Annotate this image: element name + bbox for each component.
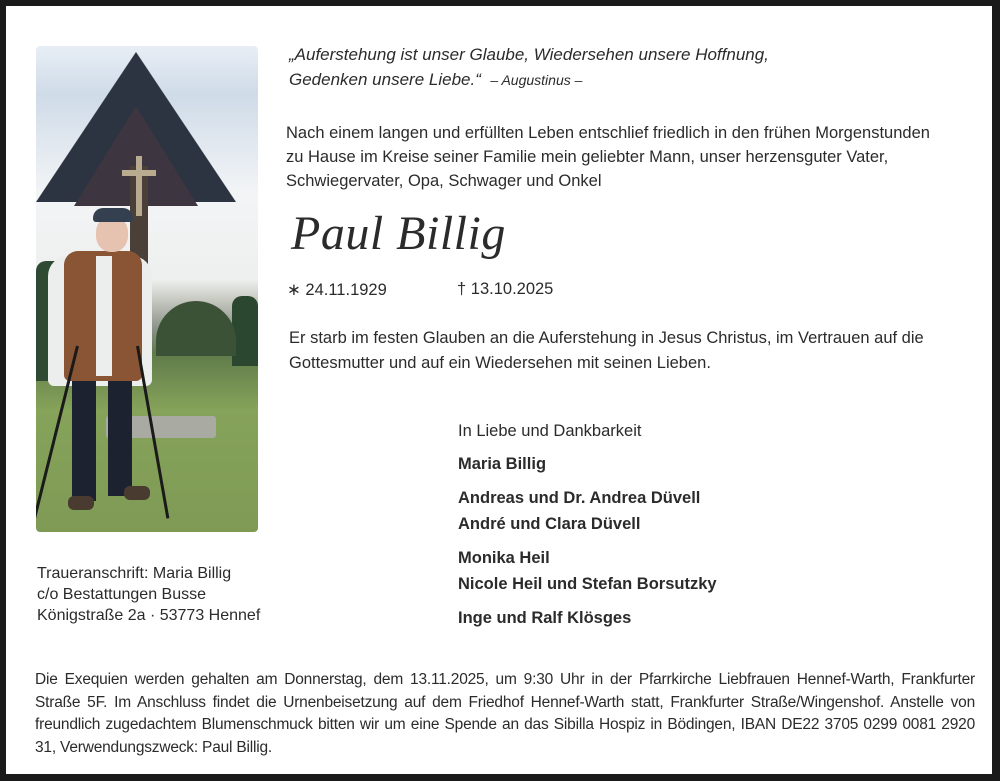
intro-paragraph	[286, 121, 986, 193]
obituary-notice	[6, 6, 992, 774]
faith-line-2: Gottesmutter und auf ein Wiedersehen mit seinen Lieben.	[289, 354, 711, 372]
birth-date-group	[287, 281, 387, 299]
person-cap	[93, 208, 133, 222]
signatory-group	[458, 605, 717, 631]
portrait-photo	[36, 46, 258, 532]
quote-line-1: „Auferstehung ist unser Glaube, Wiedersehen unsere Hoffnung,	[289, 45, 769, 64]
signatories	[458, 422, 717, 639]
quote-line-2	[289, 67, 849, 93]
address-line-3: Königstraße 2a · 53773 Hennef	[37, 607, 261, 624]
address-line-2: c/o Bestattungen Busse	[37, 586, 206, 603]
signatory: Nicole Heil und Stefan Borsutzky	[458, 575, 717, 593]
faith-line-1: Er starb im festen Glauben an die Auferstehung in Jesus Christus, im Vertrauen auf die	[289, 329, 924, 347]
funeral-details: Die Exequien werden gehalten am Donnerstag, dem 13.11.2025, um 9:30 Uhr in der Pfarrkirche Liebfrauen Hennef-Warth, Frankfurter Straße 5F. Im Anschluss findet die Urnenbeisetzung auf dem Friedhof Hennef-Warth statt, Frankfurter Straße/Wingenshof. Anstelle von freundlich zugedachtem Blumenschmuck bitten wir um eine Spende an das Sibilla Hospiz in Bödingen, IBAN DE22 3705 0299 0081 2920 31, Verwendungszweck: Paul Billig.	[35, 671, 975, 756]
intro-line-3: Schwiegervater, Opa, Schwager und Onkel	[286, 172, 602, 190]
intro-line-2: zu Hause im Kreise seiner Familie mein geliebter Mann, unser herzensguter Vater,	[286, 148, 889, 166]
deceased-name: Paul Billig	[291, 207, 506, 260]
person-shoe-left	[68, 496, 94, 510]
person-leg-right	[108, 381, 132, 496]
signatory: André und Clara Düvell	[458, 515, 641, 533]
faith-paragraph	[289, 326, 989, 376]
crucifix-bar	[122, 170, 156, 176]
mourning-address	[37, 563, 260, 626]
quote-author: – Augustinus –	[490, 72, 583, 88]
crucifix-icon	[136, 156, 142, 216]
signatories-lead: In Liebe und Dankbarkeit	[458, 422, 642, 440]
address-line-1: Traueranschrift: Maria Billig	[37, 565, 232, 582]
signatory-group	[458, 545, 717, 597]
signatory-group	[458, 485, 717, 537]
signatory: Maria Billig	[458, 455, 547, 473]
birth-date: 24.11.1929	[305, 281, 387, 299]
bush	[156, 301, 236, 356]
signatory-group	[458, 451, 717, 477]
quote	[289, 42, 849, 93]
person-leg-left	[72, 381, 96, 501]
signatory: Andreas und Dr. Andrea Düvell	[458, 489, 701, 507]
quote-line-2-text: Gedenken unsere Liebe.“	[289, 70, 481, 89]
vest-opening	[96, 256, 112, 376]
birth-star-icon: ∗	[287, 281, 301, 299]
death-cross-icon: †	[457, 280, 467, 298]
death-date: 13.10.2025	[470, 280, 554, 298]
person-shoe-right	[124, 486, 150, 500]
death-date-group	[457, 280, 553, 299]
intro-line-1: Nach einem langen und erfüllten Leben entschlief friedlich in den frühen Morgenstunden	[286, 124, 930, 142]
signatory: Inge und Ralf Klösges	[458, 609, 632, 627]
life-dates	[287, 280, 554, 300]
signatory: Monika Heil	[458, 549, 550, 567]
